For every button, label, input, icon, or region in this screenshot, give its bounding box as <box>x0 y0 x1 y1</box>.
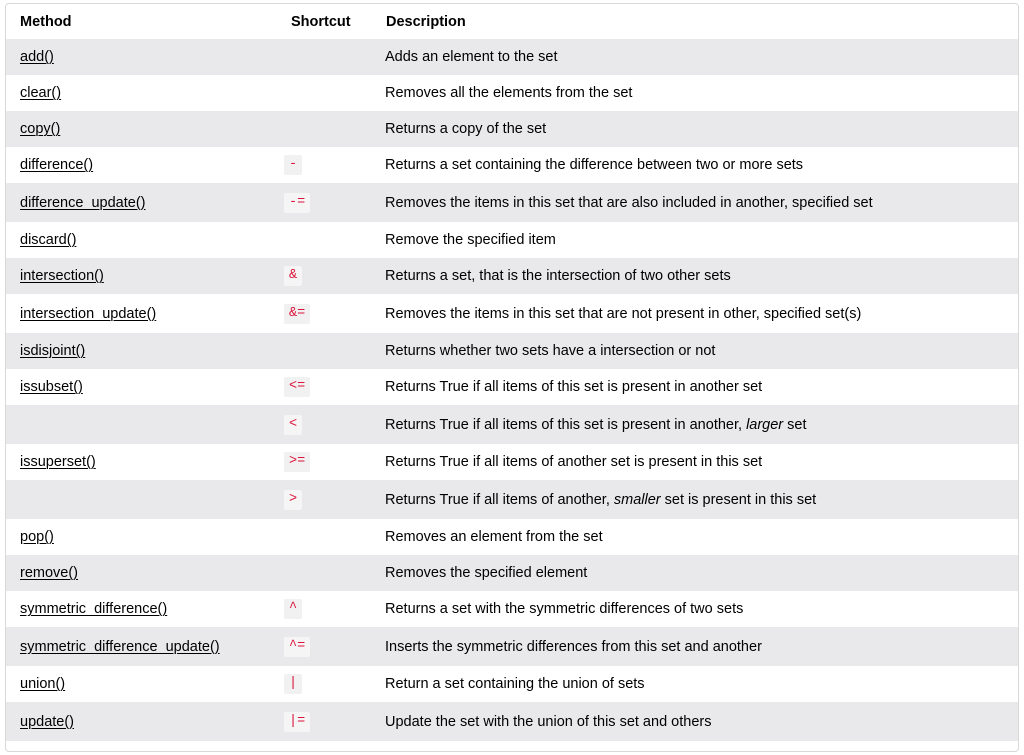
method-link-discard[interactable]: discard() <box>20 232 77 248</box>
shortcut-operator: &= <box>284 304 310 324</box>
shortcut-operator: -= <box>284 193 310 213</box>
method-link-clear[interactable]: clear() <box>20 85 62 101</box>
method-description: Return a set containing the union of sets <box>372 666 1018 702</box>
shortcut-operator: <= <box>284 377 310 397</box>
method-description: Returns a copy of the set <box>372 111 1018 147</box>
column-header-shortcut: Shortcut <box>277 4 372 39</box>
description-emphasis: larger <box>746 416 784 433</box>
method-description: Returns a set, that is the intersection of two other sets <box>372 258 1018 294</box>
method-description: Remove the specified item <box>372 222 1018 258</box>
shortcut-operator: ^ <box>284 599 302 619</box>
method-description: Returns True if all items of another set is present in this set <box>372 444 1018 480</box>
method-link-remove[interactable]: remove() <box>20 565 79 581</box>
method-description: Returns True if all items of this set is present in another set <box>372 369 1018 405</box>
method-link-pop[interactable]: pop() <box>20 529 54 545</box>
description-text: Returns True if all items of another, <box>385 491 614 508</box>
method-description: Removes the items in this set that are not present in other, specified set(s) <box>372 294 1018 333</box>
method-description: Removes the specified element <box>372 555 1018 591</box>
method-description: Returns a set with the symmetric differences of two sets <box>372 591 1018 627</box>
method-description: Adds an element to the set <box>372 39 1018 75</box>
column-header-method: Method <box>6 4 277 39</box>
method-link-difference-update[interactable]: difference_update() <box>20 194 146 211</box>
shortcut-operator: | <box>284 674 302 694</box>
method-link-symmetric-difference[interactable]: symmetric_difference() <box>20 601 168 617</box>
method-description: Removes an element from the set <box>372 519 1018 555</box>
shortcut-operator: ^= <box>284 637 310 657</box>
method-link-intersection[interactable]: intersection() <box>20 268 104 284</box>
shortcut-operator: > <box>284 490 302 510</box>
method-link-issubset[interactable]: issubset() <box>20 379 83 395</box>
method-link-union[interactable]: union() <box>20 676 66 692</box>
description-text: set is present in this set <box>660 491 817 508</box>
method-description: Removes the items in this set that are also included in another, specified set <box>372 183 1018 222</box>
table-body <box>6 39 1018 741</box>
method-link-update[interactable]: update() <box>20 713 75 730</box>
method-link-copy[interactable]: copy() <box>20 121 61 137</box>
set-methods-table <box>6 4 1018 741</box>
shortcut-operator: - <box>284 155 302 175</box>
method-description: Update the set with the union of this set and others <box>372 702 1018 741</box>
method-link-add[interactable]: add() <box>20 49 54 65</box>
shortcut-operator: >= <box>284 452 310 472</box>
description-emphasis: smaller <box>613 491 661 508</box>
method-description <box>372 405 1018 444</box>
method-description: Returns a set containing the difference between two or more sets <box>372 147 1018 183</box>
method-link-difference[interactable]: difference() <box>20 157 94 173</box>
method-link-intersection-update[interactable]: intersection_update() <box>20 305 157 322</box>
column-header-description: Description <box>372 4 1018 39</box>
shortcut-operator: & <box>284 266 302 286</box>
method-description: Removes all the elements from the set <box>372 75 1018 111</box>
method-link-isdisjoint[interactable]: isdisjoint() <box>20 343 86 359</box>
method-link-symmetric-difference-update[interactable]: symmetric_difference_update() <box>20 638 220 655</box>
shortcut-operator: |= <box>284 712 310 732</box>
method-description: Inserts the symmetric differences from this set and another <box>372 627 1018 666</box>
description-text: set <box>783 416 807 433</box>
method-link-issuperset[interactable]: issuperset() <box>20 454 96 470</box>
description-text: Returns True if all items of this set is present in another, <box>385 416 747 433</box>
methods-table-container <box>5 3 1019 752</box>
method-description: Returns whether two sets have a intersection or not <box>372 333 1018 369</box>
shortcut-operator: < <box>284 415 302 435</box>
method-description <box>372 480 1018 519</box>
table-header-row <box>6 4 1018 39</box>
